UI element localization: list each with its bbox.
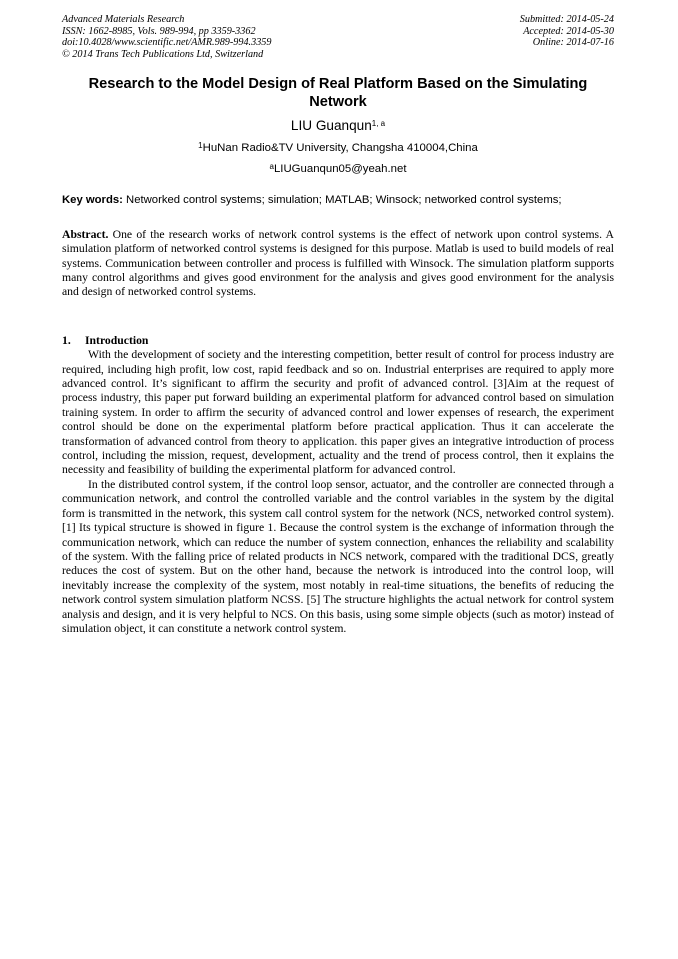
doi-line: doi:10.4028/www.scientific.net/AMR.989-994.3359 [62, 37, 272, 49]
author-superscript: 1, a [371, 119, 386, 129]
affiliation-text: HuNan Radio&TV University, Changsha 410004,China [202, 142, 478, 155]
journal-name: Advanced Materials Research [62, 14, 185, 25]
paper-title: Research to the Model Design of Real Platform Based on the Simulating Network [88, 76, 588, 111]
header-left [62, 14, 271, 60]
affiliation-line [62, 141, 614, 155]
author-line [62, 117, 614, 134]
affiliation-superscript: 1 [198, 141, 203, 151]
paper-page [62, 14, 614, 636]
email-superscript: a [269, 162, 274, 172]
online-date: Online: 2014-07-16 [532, 37, 614, 49]
section-title: Introduction [85, 333, 149, 347]
email-line [62, 162, 614, 176]
submitted-date: Submitted: 2014-05-24 [519, 14, 614, 25]
header-right [520, 14, 614, 60]
journal-header [62, 14, 614, 60]
abstract-block [62, 228, 614, 300]
section-number: 1. [62, 333, 71, 347]
intro-paragraph-2: In the distributed control system, if the control loop sensor, actuator, and the controller are connected through a communication network, and control the controlled variable and the control variables in the system by the digital form is transmitted in the network, this system call control system for the network (NCS, networked control system). [1] Its typical structure is showed in figure 1. Because the control system is the exchange of information through the communication network, which can reduce the number of system connection, enhances the reliability and scalability of the system. With the falling price of related products in NCS network, compared with the traditional DCS, greatly reduces the cost of system. But on the other hand, because the network is introduced into the control loop, will inevitably increase the complexity of the system, most notably in real-time situations, the benefits of reducing the network control system simulation platform NCSS. [5] The structure highlights the actual network for control system analysis and design, and it is very helpful to NCS. On this basis, using some simple objects (such as motor) instead of simulation object, it can constitute a network control system. [62, 477, 614, 635]
email-address: LIUGuanqun05@yeah.net [273, 163, 407, 176]
issn-line: ISSN: 1662-8985, Vols. 989-994, pp 3359-3362 [62, 25, 256, 37]
keywords-block [62, 193, 614, 207]
intro-paragraph-1: With the development of society and the interesting competition, better result of control for process industry are required, including high profit, low cost, rapid feedback and so on. Industrial enterprises are required to apply more advanced control. It’s significant to affirm the security and profit of advanced control. [3]Aim at the request of process industry, this paper put forward building an experimental platform for advanced control based on simulation training system. In order to affirm the security of advanced control and lower expenses of research, the experiment control should be done on the experimental platform before practical application. Thus it can accelerate the transformation of advanced control from theory to application. this paper gives an integrative introduction of process control, including the mission, request, development, actuality and the trend of process control, then it explains the necessity and feasibility of building the experimental platform for advanced control. [62, 348, 614, 477]
section-heading-introduction [62, 334, 614, 348]
abstract-text: One of the research works of network control systems is the effect of network upon control systems. A simulation platform of networked control systems is designed for this purpose. Matlab is used to build models of real systems. Communication between controller and process is fulfilled with Winsock. The simulation platform supports many control algorithms and gives good environment for the analysis and gives good environment for the analysis and design of networked control systems. [62, 227, 615, 299]
copyright-line: © 2014 Trans Tech Publications Ltd, Switzerland [62, 48, 264, 60]
author-name: LIU Guanqun [290, 118, 372, 134]
abstract-label: Abstract. [62, 227, 109, 241]
keywords-text: Networked control systems; simulation; MATLAB; Winsock; networked control systems; [126, 194, 562, 207]
keywords-label: Key words: [62, 194, 123, 207]
accepted-date: Accepted: 2014-05-30 [523, 25, 614, 37]
